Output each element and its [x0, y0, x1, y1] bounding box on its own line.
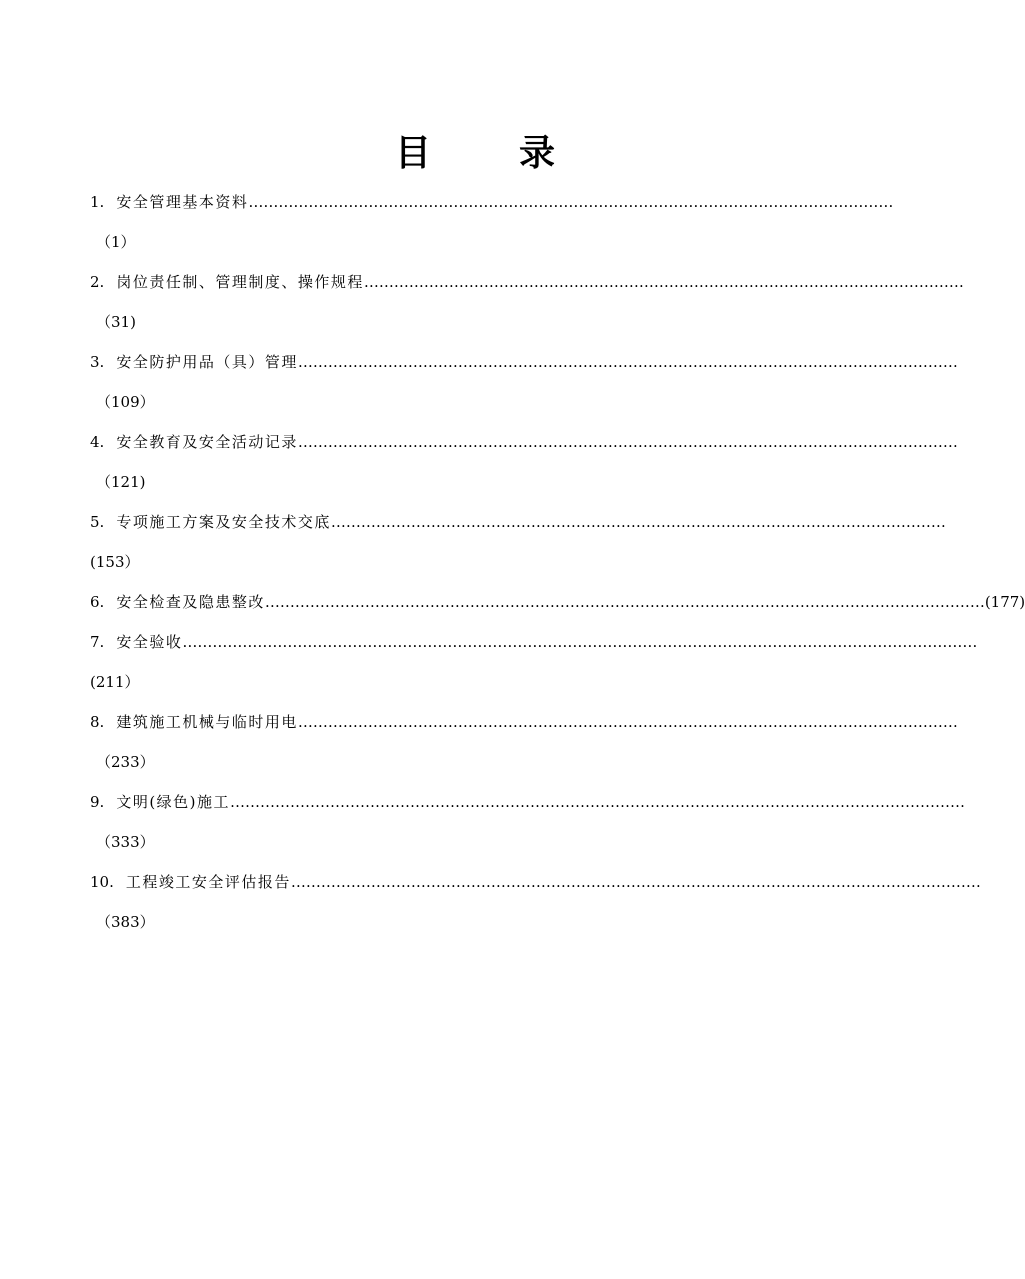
toc-entry-number: 10. — [90, 873, 114, 891]
toc-entry-number: 2. — [90, 273, 105, 291]
toc-entry-text: 安全防护用品（具）管理 — [116, 353, 298, 371]
toc-entry-1[interactable] — [90, 188, 894, 228]
toc-entry-8[interactable] — [90, 708, 958, 748]
toc-title: 目 录 — [394, 132, 581, 174]
toc-entry-text: 岗位责任制、管理制度、操作规程 — [116, 273, 364, 291]
toc-entry-leader: …………………………………………………………………………………………………………………………………………… — [182, 633, 978, 651]
toc-entry-number: 4. — [90, 433, 105, 451]
toc-entry-number: 9. — [90, 793, 105, 811]
toc-entry-leader: ……………………………………………………………………………………………………………………………… — [264, 593, 985, 611]
toc-entry-4[interactable] — [90, 428, 958, 468]
toc-entry-leader: ………………………………………………………………………………………………………… — [363, 273, 964, 291]
toc-entry-2[interactable] — [90, 268, 964, 308]
toc-entry-page: (153） — [90, 553, 140, 571]
toc-entry-text: 文明(绿色)施工 — [116, 793, 231, 811]
toc-entry-text: 工程竣工安全评估报告 — [125, 873, 291, 891]
toc-entry-5[interactable] — [90, 508, 946, 548]
toc-entry-number: 5. — [90, 513, 105, 531]
toc-entry-leader: ………………………………………………………………………………………………………………………………… — [230, 793, 966, 811]
toc-entry-number: 6. — [90, 593, 105, 611]
toc-entry-page: （121) — [96, 473, 146, 491]
toc-entry-text: 安全教育及安全活动记录 — [116, 433, 298, 451]
toc-entry-6[interactable] — [90, 588, 1025, 628]
toc-entry-text: 安全管理基本资料 — [116, 193, 249, 211]
toc-entry-number: 8. — [90, 713, 105, 731]
toc-entry-leader: ………………………………………………………………………………………………………………………… — [290, 873, 981, 891]
toc-entry-leader: …………………………………………………………………………………………………………………… — [297, 433, 958, 451]
toc-entry-page: （31) — [96, 313, 136, 331]
toc-entry-7[interactable] — [90, 628, 978, 668]
toc-entry-10[interactable] — [90, 868, 981, 908]
toc-entry-leader: …………………………………………………………………………………………………………… — [330, 513, 946, 531]
toc-entry-3[interactable] — [90, 348, 958, 388]
toc-entry-text: 专项施工方案及安全技术交底 — [116, 513, 331, 531]
toc-entry-text: 安全检查及隐患整改 — [116, 593, 265, 611]
toc-entry-page: （233） — [96, 753, 155, 771]
toc-entry-number: 3. — [90, 353, 105, 371]
toc-entry-page: (211） — [90, 673, 140, 691]
toc-entry-leader: …………………………………………………………………………………………………………………… — [297, 353, 958, 371]
toc-entry-leader: …………………………………………………………………………………………………………………… — [297, 713, 958, 731]
toc-entry-9[interactable] — [90, 788, 966, 828]
toc-entry-text: 安全验收 — [116, 633, 183, 651]
toc-entry-page: （383） — [96, 913, 155, 931]
toc-entry-page: (177) — [984, 593, 1025, 611]
toc-entry-number: 1. — [90, 193, 105, 211]
toc-entry-leader: ………………………………………………………………………………………………………………… — [248, 193, 894, 211]
toc-entry-number: 7. — [90, 633, 105, 651]
toc-entry-page: （1） — [96, 233, 136, 251]
table-of-contents — [90, 188, 1025, 948]
toc-entry-text: 建筑施工机械与临时用电 — [116, 713, 298, 731]
toc-entry-page: （109） — [96, 393, 155, 411]
toc-entry-page: （333） — [96, 833, 155, 851]
